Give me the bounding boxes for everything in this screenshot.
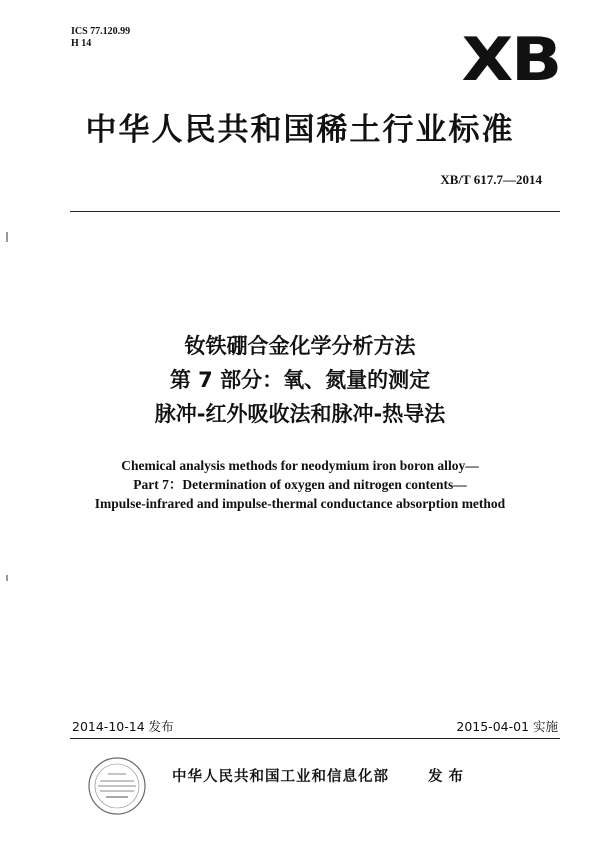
title-cn-line2: 第 7 部分：氧、氮量的测定: [169, 368, 431, 392]
title-en-line1: Chemical analysis methods for neodymium iron boron alloy—: [121, 458, 479, 473]
bottom-divider: [70, 738, 560, 739]
top-divider: [70, 211, 560, 212]
issue-date: 2014-10-14 发布: [72, 719, 174, 734]
standard-number: XB/T 617.7—2014: [440, 172, 542, 187]
ics-code: ICS 77.120.99: [71, 26, 131, 37]
scan-mark: [6, 232, 8, 242]
issue-word: 发布: [428, 769, 469, 785]
issuer-name: 中华人民共和国工业和信息化部: [172, 769, 389, 785]
title-en-line2: Part 7：Determination of oxygen and nitrogen contents—: [133, 477, 467, 492]
implementation-date: 2015-04-01 实施: [456, 719, 558, 734]
publisher-stamp: [86, 755, 148, 817]
org-title: 中华人民共和国稀土行业标准: [85, 112, 515, 148]
scan-mark: [6, 575, 8, 581]
title-en-line3: Impulse-infrared and impulse-thermal conductance absorption method: [94, 496, 506, 511]
title-cn-line3: 脉冲-红外吸收法和脉冲-热导法: [154, 402, 446, 426]
title-cn-line1: 钕铁硼合金化学分析方法: [184, 334, 416, 358]
ccs-code: H 14: [71, 38, 92, 49]
xb-logo: XB: [461, 25, 560, 95]
